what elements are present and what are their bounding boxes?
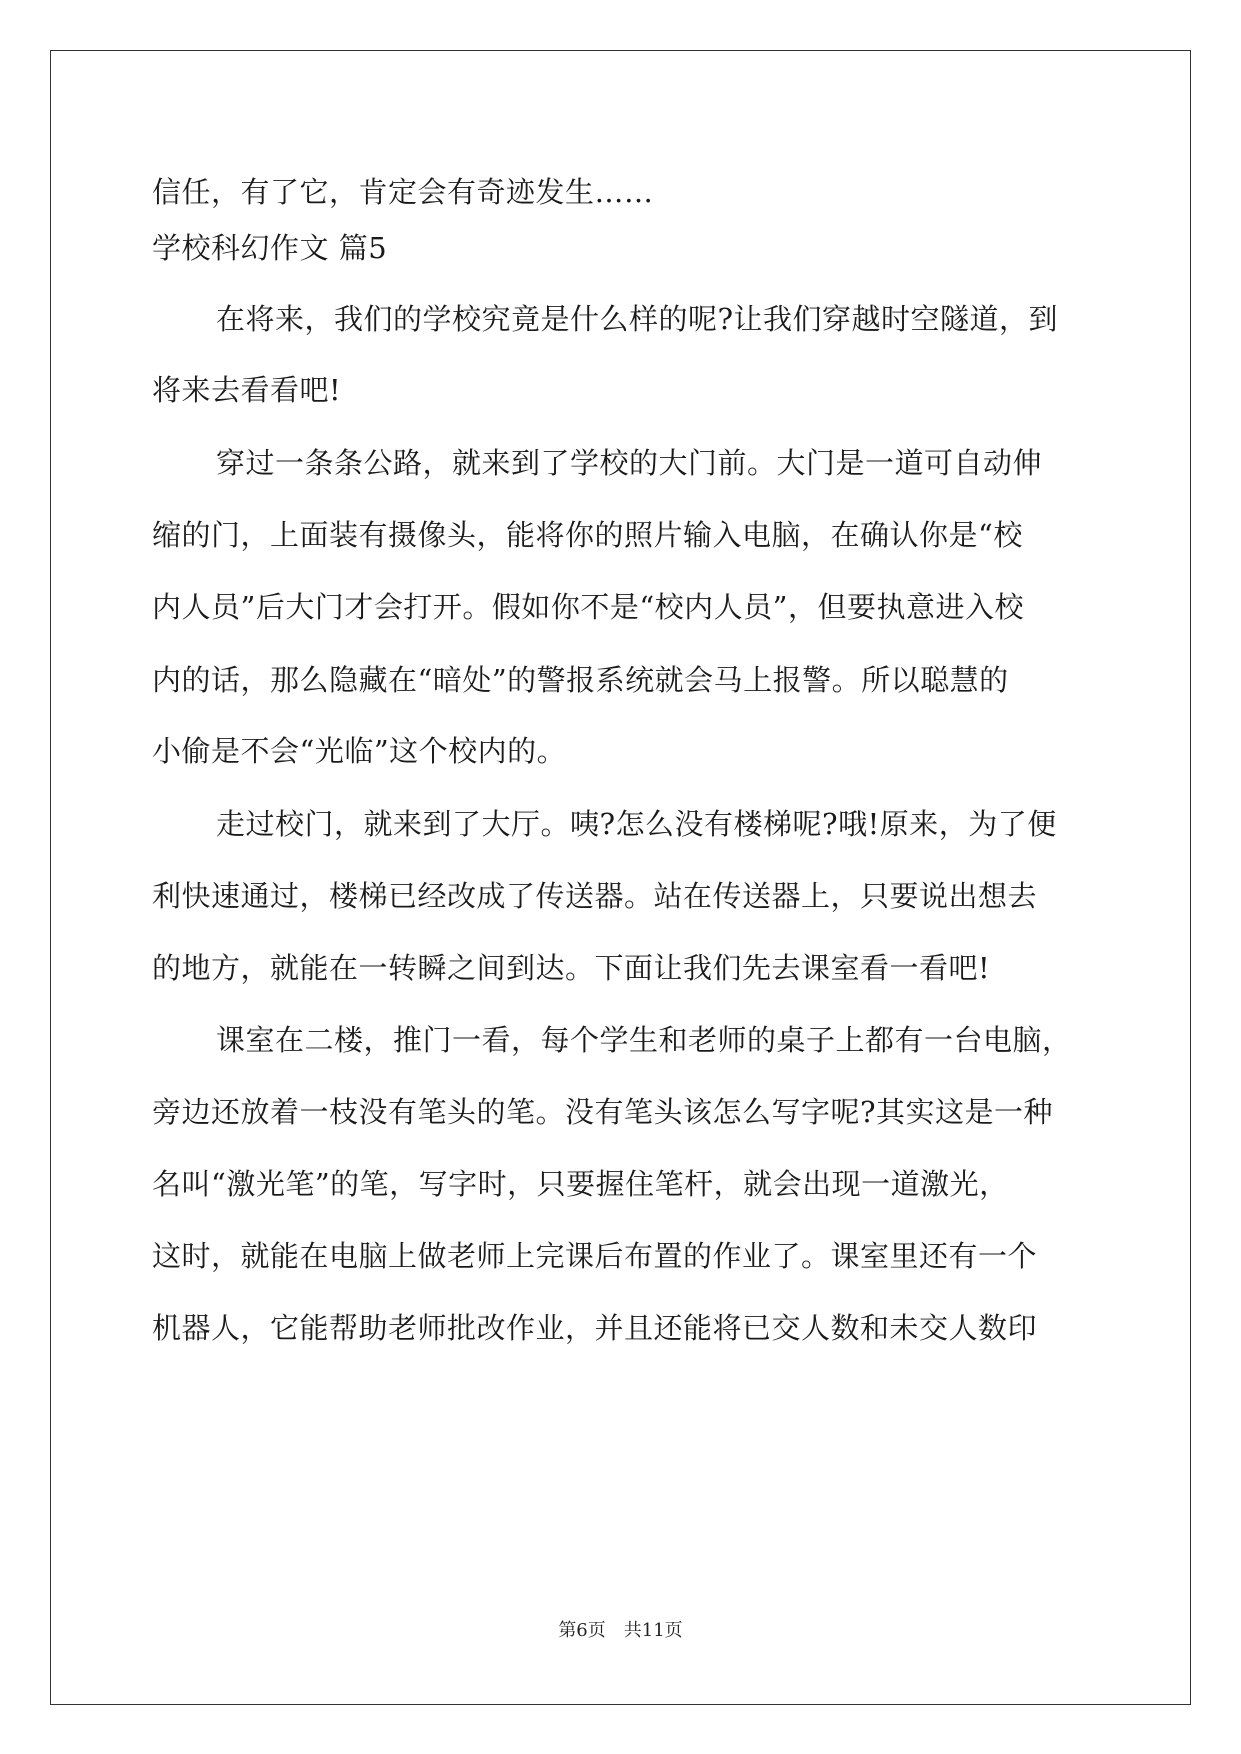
paragraph-line: 内的话，那么隐藏在“暗处”的警报系统就会马上报警。所以聪慧的 [152, 663, 1009, 697]
paragraph-line: 小偷是不会“光临”这个校内的。 [152, 734, 567, 768]
paragraph-line: 信任，有了它，肯定会有奇迹发生…… [152, 175, 654, 209]
paragraph-line: 内人员”后大门才会打开。假如你不是“校内人员”，但要执意进入校 [152, 590, 1024, 624]
paragraph-line: 的地方，就能在一转瞬之间到达。下面让我们先去课室看一看吧! [152, 951, 991, 985]
paragraph-line: 名叫“激光笔”的笔，写字时，只要握住笔杆，就会出现一道激光， [152, 1167, 1009, 1201]
paragraph-line: 机器人，它能帮助老师批改作业，并且还能将已交人数和未交人数印 [152, 1311, 1038, 1345]
paragraph-line: 利快速通过，楼梯已经改成了传送器。站在传送器上，只要说出想去 [152, 879, 1038, 913]
paragraph-line: 旁边还放着一枝没有笔头的笔。没有笔头该怎么写字呢?其实这是一种 [152, 1095, 1054, 1129]
section-heading: 学校科幻作文 篇5 [152, 231, 388, 265]
paragraph-line: 将来去看看吧! [152, 373, 342, 407]
paragraph-line: 课室在二楼，推门一看，每个学生和老师的桌子上都有一台电脑， [216, 1023, 1072, 1057]
paragraph-line: 在将来，我们的学校究竟是什么样的呢?让我们穿越时空隧道，到 [216, 302, 1059, 336]
page-number-footer: 第6页 共11页 [558, 1620, 683, 1641]
paragraph-line: 缩的门，上面装有摄像头，能将你的照片输入电脑，在确认你是“校 [152, 518, 1023, 552]
paragraph-line: 这时，就能在电脑上做老师上完课后布置的作业了。课室里还有一个 [152, 1239, 1038, 1273]
paragraph-line: 走过校门，就来到了大厅。咦?怎么没有楼梯呢?哦!原来，为了便 [216, 807, 1057, 841]
paragraph-line: 穿过一条条公路，就来到了学校的大门前。大门是一道可自动伸 [216, 446, 1043, 480]
